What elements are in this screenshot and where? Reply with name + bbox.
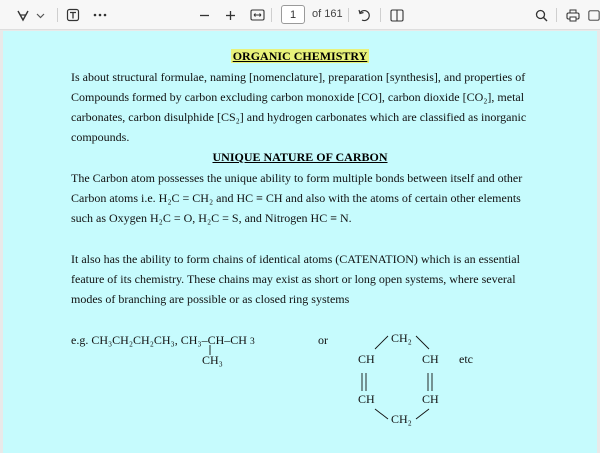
document-title-text: ORGANIC CHEMISTRY (232, 49, 368, 63)
catenation-line: modes of branching are possible or as closed ring systems (71, 292, 350, 306)
print-icon[interactable] (564, 5, 582, 25)
pdf-page (3, 31, 597, 453)
document-title (3, 49, 597, 64)
or-label: or (318, 333, 328, 347)
page-number-value: 1 (289, 8, 297, 21)
rotate-icon[interactable] (355, 5, 373, 25)
pdf-toolbar (0, 0, 600, 30)
fit-page-icon[interactable] (248, 5, 266, 25)
toolbar-divider (57, 8, 58, 22)
ring-top: CH₂ (391, 331, 412, 345)
zoom-out-icon[interactable] (196, 5, 212, 25)
catenation-line: feature of its chemistry. These chains may exist as short or long open systems, where several (71, 272, 516, 286)
intro-line: Compounds formed by carbon excluding carbon monoxide [CO], carbon dioxide [CO₂], metal (71, 90, 525, 104)
carbon-line: such as Oxygen H₂C = O, H₂C = S, and Nitrogen HC ≡ N. (71, 211, 352, 225)
document-viewer[interactable] (0, 30, 600, 453)
more-icon[interactable] (90, 5, 110, 25)
ring-ch-bottom-right: CH (422, 392, 439, 406)
ring-ch-left: CH (358, 352, 375, 366)
toolbar-divider (380, 8, 381, 22)
example-formula (71, 333, 255, 348)
catenation-line: It also has the ability to form chains of identical atoms (CATENATION) which is an essential (71, 252, 520, 266)
draw-icon[interactable] (14, 5, 32, 25)
save-icon[interactable] (588, 5, 600, 25)
branch-group: CH₃ (202, 353, 223, 367)
example-formula-text: e.g. CH₃CH₂CH₂CH₃, CH₃–CH–CH (71, 333, 247, 347)
intro-line: carbonates, carbon disulphide [CS₂] and hydrogen carbonates which are classified as inorganic (71, 110, 527, 124)
toolbar-divider (271, 8, 272, 22)
toolbar-divider (348, 8, 349, 22)
chevron-down-icon[interactable] (34, 5, 46, 25)
page-total-label: of 161 (312, 8, 343, 20)
toolbar-divider (556, 8, 557, 22)
carbon-line: Carbon atoms i.e. H₂C = CH₂ and HC ≡ CH and also with the atoms of certain other elements (71, 191, 521, 205)
section-heading: UNIQUE NATURE OF CARBON (212, 150, 388, 164)
intro-line: Is about structural formulae, naming [nomenclature], preparation [synthesis], and properties of (71, 70, 526, 84)
etc-label: etc (459, 352, 473, 366)
zoom-in-icon[interactable] (222, 5, 238, 25)
page-number-input[interactable] (281, 5, 305, 24)
ring-bottom: CH₂ (391, 412, 412, 426)
ring-ch-bottom-left: CH (358, 392, 375, 406)
ring-ch-right: CH (422, 352, 439, 366)
text-box-icon[interactable] (64, 5, 82, 25)
search-icon[interactable] (532, 5, 550, 25)
carbon-line: The Carbon atom possesses the unique ability to form multiple bonds between itself and other (71, 171, 523, 185)
example-subscript: 3 (249, 337, 255, 347)
intro-line: compounds. (71, 130, 130, 144)
two-page-icon[interactable] (388, 5, 406, 25)
